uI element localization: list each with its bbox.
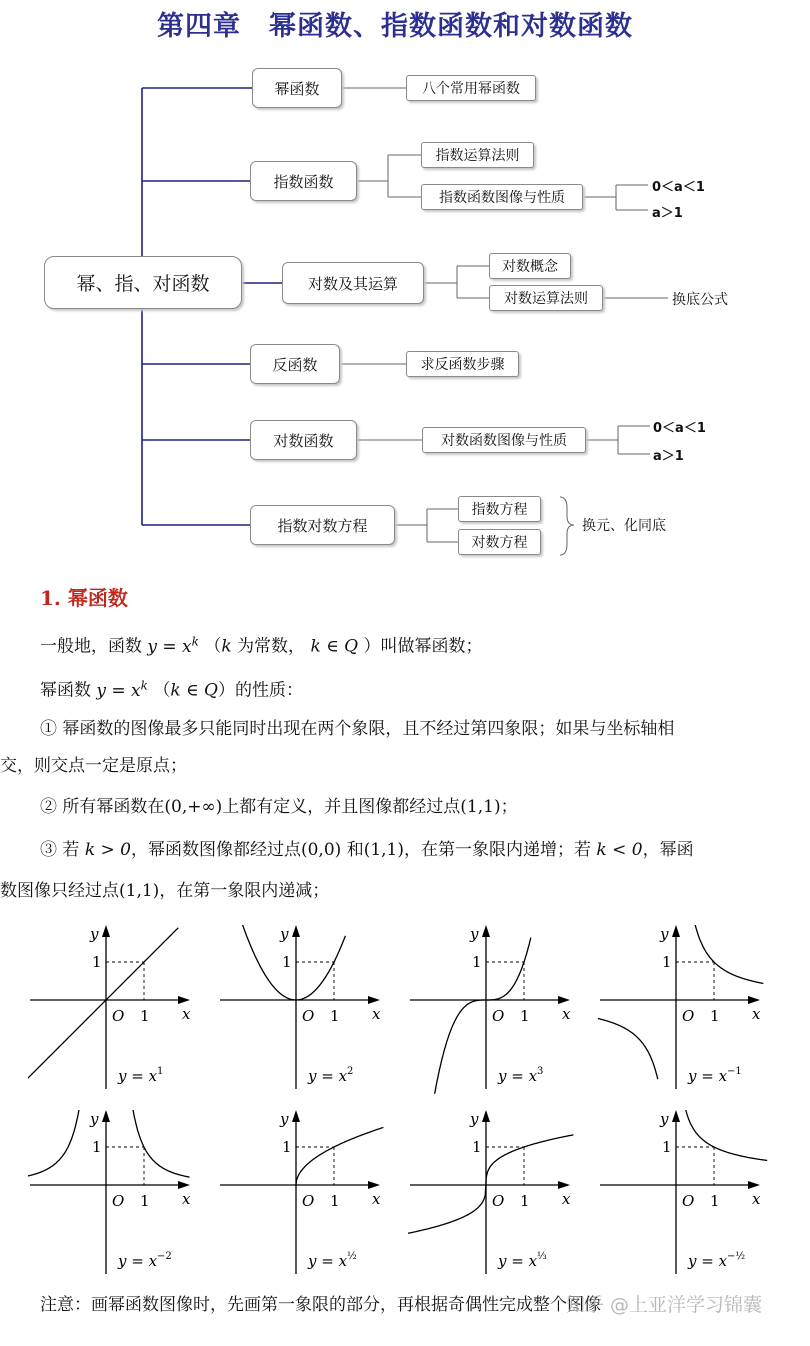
x-arrow <box>558 996 570 1004</box>
curve-branch-1 <box>133 1110 190 1177</box>
point-1-1: (1,1) <box>460 797 501 817</box>
node-log-concept: 对数概念 <box>489 253 571 279</box>
cond-k-lt-0: k < 0 <box>596 840 643 860</box>
note-line: 注意：画幂函数图像时，先画第一象限的部分，再根据奇偶性完成整个图像 <box>40 1295 601 1315</box>
y-arrow <box>102 925 110 937</box>
y-arrow <box>482 925 490 937</box>
definition-line <box>40 626 483 662</box>
def-text-c: 为常数， <box>237 636 306 657</box>
node-power-function: 幂函数 <box>252 68 342 108</box>
property-3-line-1 <box>40 835 694 865</box>
x-one-label: 1 <box>520 1007 530 1025</box>
property-1-line-2: 交，则交点一定是原点； <box>0 756 187 776</box>
section-heading: 1. 幂函数 <box>40 586 128 610</box>
curve-branch-0 <box>28 1110 79 1177</box>
node-power-leaf: 八个常用幂函数 <box>406 75 536 101</box>
node-log-function: 对数函数 <box>250 420 357 460</box>
curve-branch-0 <box>296 1127 383 1185</box>
y-one-label: 1 <box>472 1138 482 1156</box>
leaf-exp-case2: a＞1 <box>652 206 683 221</box>
def-text-b: （ <box>204 636 222 657</box>
y-one-label: 1 <box>92 953 102 971</box>
leaf-change-of-base: 换底公式 <box>672 292 728 308</box>
node-log-graph: 对数函数图像与性质 <box>422 427 586 453</box>
def-text-a: 一般地，函数 <box>40 636 142 657</box>
p3-text-c: 和 <box>346 840 364 860</box>
node-eq-log: 对数方程 <box>458 529 541 555</box>
function-label: $y = x^3$ <box>498 1066 544 1085</box>
graph-panel-x1 <box>28 925 218 1095</box>
curve-branch-1 <box>695 925 763 984</box>
formula-kinQ: k ∈ Q <box>310 636 359 657</box>
mindmap-root: 幂、指、对函数 <box>44 256 242 309</box>
leaf-exp-case1: 0＜a＜1 <box>652 180 705 195</box>
node-eq-exp: 指数方程 <box>458 496 541 522</box>
formula-yxk-2 <box>96 678 148 701</box>
p3-text-b: ，幂函数图像都经过点 <box>130 840 301 860</box>
p3-text-a: ③ 若 <box>40 840 80 860</box>
x-arrow <box>748 1181 760 1189</box>
graph-panel-x13 <box>408 1110 598 1280</box>
x-one-label: 1 <box>140 1192 150 1210</box>
graph-panel-xm12 <box>598 1110 788 1280</box>
y-arrow <box>482 1110 490 1122</box>
x-label: x <box>182 1005 191 1023</box>
node-inverse-function: 反函数 <box>250 344 340 384</box>
x-one-label: 1 <box>520 1192 530 1210</box>
x-label: x <box>372 1005 381 1023</box>
origin-label: O <box>682 1007 695 1025</box>
y-label: y <box>90 1110 99 1128</box>
x-arrow <box>368 1181 380 1189</box>
x-arrow <box>368 996 380 1004</box>
y-label: y <box>90 925 99 943</box>
def-text-d: ）叫做幂函数； <box>363 636 483 657</box>
x-one-label: 1 <box>330 1192 340 1210</box>
y-one-label: 1 <box>282 1138 292 1156</box>
node-log-operations: 对数及其运算 <box>282 262 424 304</box>
prop-text-b: （ <box>153 680 171 701</box>
x-label: x <box>562 1190 571 1208</box>
node-inverse-leaf: 求反函数步骤 <box>406 351 519 377</box>
x-label: x <box>372 1190 381 1208</box>
curve-branch-0 <box>686 1110 768 1161</box>
y-label: y <box>470 1110 479 1128</box>
node-equations: 指数对数方程 <box>250 505 395 545</box>
x-one-label: 1 <box>330 1007 340 1025</box>
origin-label: O <box>492 1192 505 1210</box>
graph-panel-x12 <box>218 1110 408 1280</box>
property-2-line <box>40 792 518 822</box>
y-arrow <box>102 1110 110 1122</box>
p2-text-c: ； <box>500 797 518 817</box>
function-label: $y = x^{\frac{1}{3}}$ <box>498 1251 547 1270</box>
origin-label: O <box>682 1192 695 1210</box>
y-arrow <box>672 925 680 937</box>
p2-text-b: 上都有定义，并且图像都经过点 <box>222 797 461 817</box>
formula-exp: k <box>191 634 199 648</box>
var-k: k <box>221 636 232 657</box>
p3-text-2b: ，在第一象限内递减； <box>159 881 330 901</box>
x-label: x <box>182 1190 191 1208</box>
node-exp-rules: 指数运算法则 <box>421 142 534 168</box>
x-arrow <box>748 996 760 1004</box>
chapter-title: 第四章 幂函数、指数函数和对数函数 <box>157 11 633 42</box>
x-one-label: 1 <box>710 1007 720 1025</box>
point-1-1-c: (1,1) <box>119 881 160 901</box>
prop-text-a: 幂函数 <box>40 680 91 701</box>
p3-text-e: ，幂函 <box>642 840 694 860</box>
cond-k-gt-0: k > 0 <box>84 840 131 860</box>
formula-exp: k <box>140 678 148 692</box>
formula-base: y = x <box>147 636 192 657</box>
y-label: y <box>280 925 289 943</box>
y-label: y <box>660 925 669 943</box>
x-one-label: 1 <box>140 1007 150 1025</box>
property-3-line-2 <box>0 876 329 906</box>
function-label: $y = x^{\frac{1}{2}}$ <box>308 1251 357 1270</box>
p2-text-a: ② 所有幂函数在 <box>40 797 165 817</box>
leaf-eq-method: 换元、化同底 <box>582 518 666 534</box>
curve-branch-0 <box>28 928 178 1080</box>
y-one-label: 1 <box>282 953 292 971</box>
leaf-log-case2: a＞1 <box>653 449 684 464</box>
watermark: 知乎 @上亚洋学习锦囊 <box>566 1294 763 1316</box>
x-one-label: 1 <box>710 1192 720 1210</box>
x-arrow <box>178 1181 190 1189</box>
origin-label: O <box>302 1192 315 1210</box>
y-one-label: 1 <box>662 1138 672 1156</box>
formula-kinQ-2: k ∈ Q <box>170 680 218 701</box>
property-intro-line <box>40 670 303 706</box>
p3-text-d: ，在第一象限内递增；若 <box>404 840 592 860</box>
x-arrow <box>178 996 190 1004</box>
function-label: $y = x^2$ <box>308 1066 354 1085</box>
point-0-0: (0,0) <box>300 840 342 860</box>
curve-branch-0 <box>598 1015 658 1079</box>
node-log-rules: 对数运算法则 <box>489 285 603 311</box>
graph-panel-xm2 <box>28 1110 218 1280</box>
y-arrow <box>672 1110 680 1122</box>
y-arrow <box>292 1110 300 1122</box>
origin-label: O <box>302 1007 315 1025</box>
x-label: x <box>752 1190 761 1208</box>
mindmap-connectors <box>0 50 810 570</box>
y-arrow <box>292 925 300 937</box>
y-label: y <box>280 1110 289 1128</box>
origin-label: O <box>492 1007 505 1025</box>
function-label: $y = x^{-\frac{1}{2}}$ <box>688 1251 746 1270</box>
interval: (0,+∞) <box>164 797 223 817</box>
y-one-label: 1 <box>472 953 482 971</box>
y-one-label: 1 <box>92 1138 102 1156</box>
y-one-label: 1 <box>662 953 672 971</box>
function-label: $y = x^{-1}$ <box>688 1066 742 1085</box>
x-label: x <box>752 1005 761 1023</box>
graph-panel-x2 <box>218 925 408 1095</box>
node-exp-function: 指数函数 <box>250 161 357 201</box>
function-label: $y = x^{-2}$ <box>118 1251 172 1270</box>
point-1-1-b: (1,1) <box>363 840 405 860</box>
graph-panel-xm1 <box>598 925 788 1095</box>
node-exp-graph: 指数函数图像与性质 <box>421 184 583 210</box>
x-label: x <box>562 1005 571 1023</box>
y-label: y <box>470 925 479 943</box>
p3-text-2a: 数图像只经过点 <box>0 881 119 901</box>
origin-label: O <box>112 1192 125 1210</box>
prop-text-c: ）的性质： <box>217 680 303 701</box>
graph-panel-x3 <box>408 925 598 1095</box>
formula-base: y = x <box>96 680 141 701</box>
function-label: $y = x^1$ <box>118 1066 164 1085</box>
leaf-log-case1: 0＜a＜1 <box>653 421 706 436</box>
formula-yxk <box>147 634 199 657</box>
property-1-line-1: ① 幂函数的图像最多只能同时出现在两个象限，且不经过第四象限；如果与坐标轴相 <box>40 719 675 739</box>
origin-label: O <box>112 1007 125 1025</box>
y-label: y <box>660 1110 669 1128</box>
x-arrow <box>558 1181 570 1189</box>
